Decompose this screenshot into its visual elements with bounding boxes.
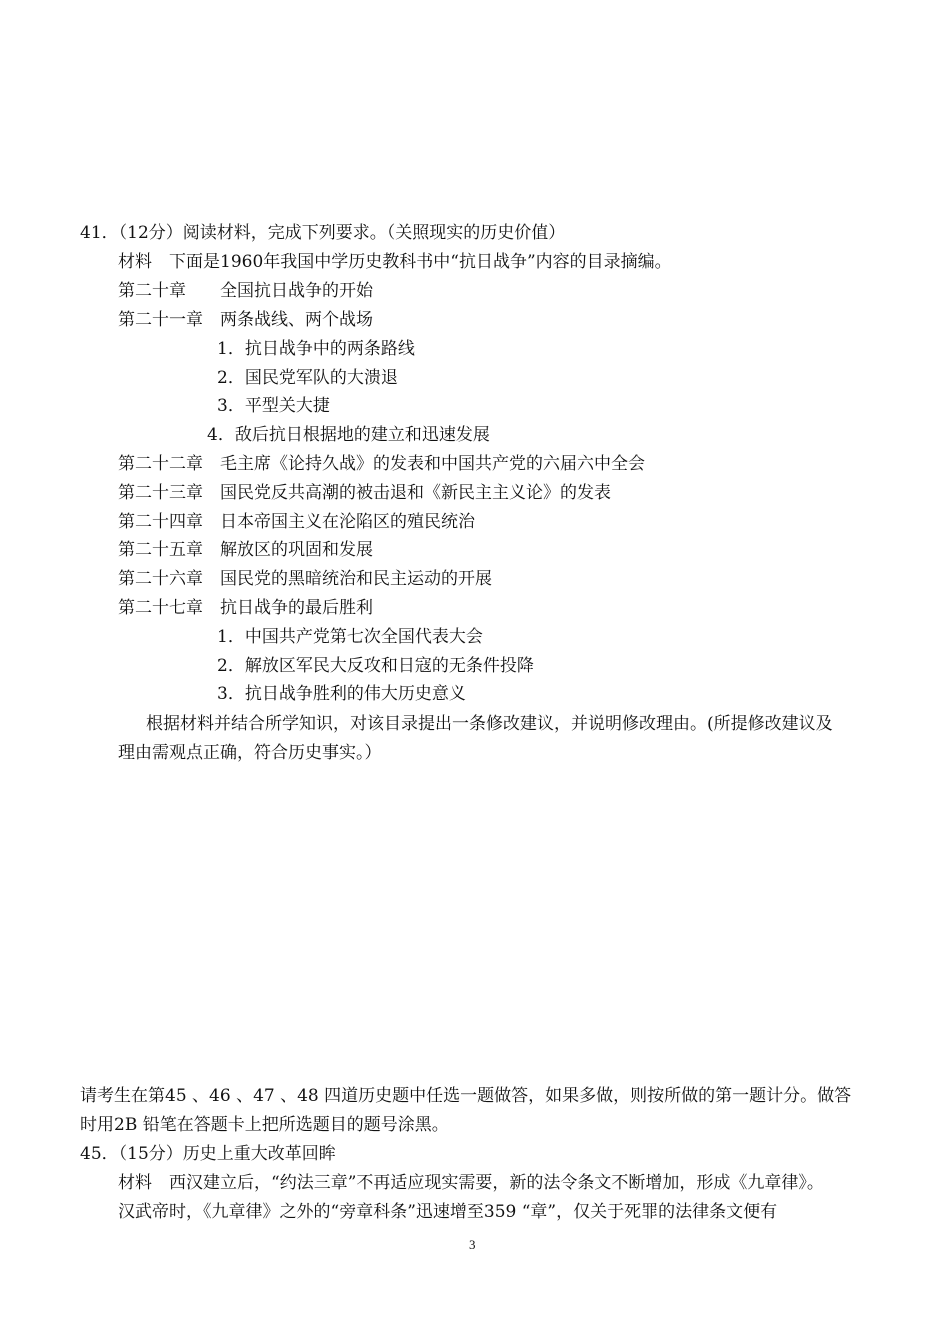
- toc-chapter-27-item: 2．解放区军民大反攻和日寇的无条件投降: [217, 656, 534, 676]
- toc-chapter-24: 第二十四章 日本帝国主义在沦陷区的殖民统治: [118, 512, 475, 532]
- toc-chapter-21-item: 1．抗日战争中的两条路线: [217, 339, 415, 359]
- toc-chapter-22: 第二十二章 毛主席《论持久战》的发表和中国共产党的六届六中全会: [118, 454, 645, 474]
- q45-material-line1: 材料 西汉建立后，“约法三章”不再适应现实需要，新的法令条文不断增加，形成《九章律》。: [118, 1173, 824, 1193]
- toc-chapter-27-item: 3．抗日战争胜利的伟大历史意义: [217, 684, 466, 704]
- toc-chapter-21-item: 4．敌后抗日根据地的建立和迅速发展: [207, 425, 490, 445]
- page-number: 3: [469, 1237, 476, 1252]
- q45-header: 45．（15分）历史上重大改革回眸: [80, 1144, 336, 1164]
- q41-question-line2: 理由需观点正确，符合历史事实。）: [118, 743, 382, 763]
- toc-chapter-27-item: 1．中国共产党第七次全国代表大会: [217, 627, 483, 647]
- instruction-line1: 请考生在第45 、46 、47 、48 四道历史题中任选一题做答，如果多做，则按所做的第一题计分。做答: [80, 1086, 852, 1106]
- q41-question-line1: 根据材料并结合所学知识，对该目录提出一条修改建议，并说明修改理由。(所提修改建议及: [146, 714, 833, 734]
- q41-material-intro: 材料 下面是1960年我国中学历史教科书中“抗日战争”内容的目录摘编。: [118, 252, 672, 272]
- q41-header: 41．（12分）阅读材料，完成下列要求。（关照现实的历史价值）: [80, 223, 566, 243]
- toc-chapter-26: 第二十六章 国民党的黑暗统治和民主运动的开展: [118, 569, 492, 589]
- toc-chapter-21-item: 2．国民党军队的大溃退: [217, 368, 398, 388]
- toc-chapter-21-item: 3．平型关大捷: [217, 396, 330, 416]
- toc-chapter-20: 第二十章 全国抗日战争的开始: [118, 281, 373, 301]
- q45-material-line2: 汉武帝时，《九章律》之外的“旁章科条”迅速增至359 “章”，仅关于死罪的法律条文便有: [118, 1202, 778, 1222]
- toc-chapter-25: 第二十五章 解放区的巩固和发展: [118, 540, 373, 560]
- toc-chapter-23: 第二十三章 国民党反共高潮的被击退和《新民主主义论》的发表: [118, 483, 611, 503]
- instruction-line2: 时用2B 铅笔在答题卡上把所选题目的题号涂黑。: [80, 1115, 449, 1135]
- toc-chapter-27: 第二十七章 抗日战争的最后胜利: [118, 598, 373, 618]
- toc-chapter-21: 第二十一章 两条战线、两个战场: [118, 310, 373, 330]
